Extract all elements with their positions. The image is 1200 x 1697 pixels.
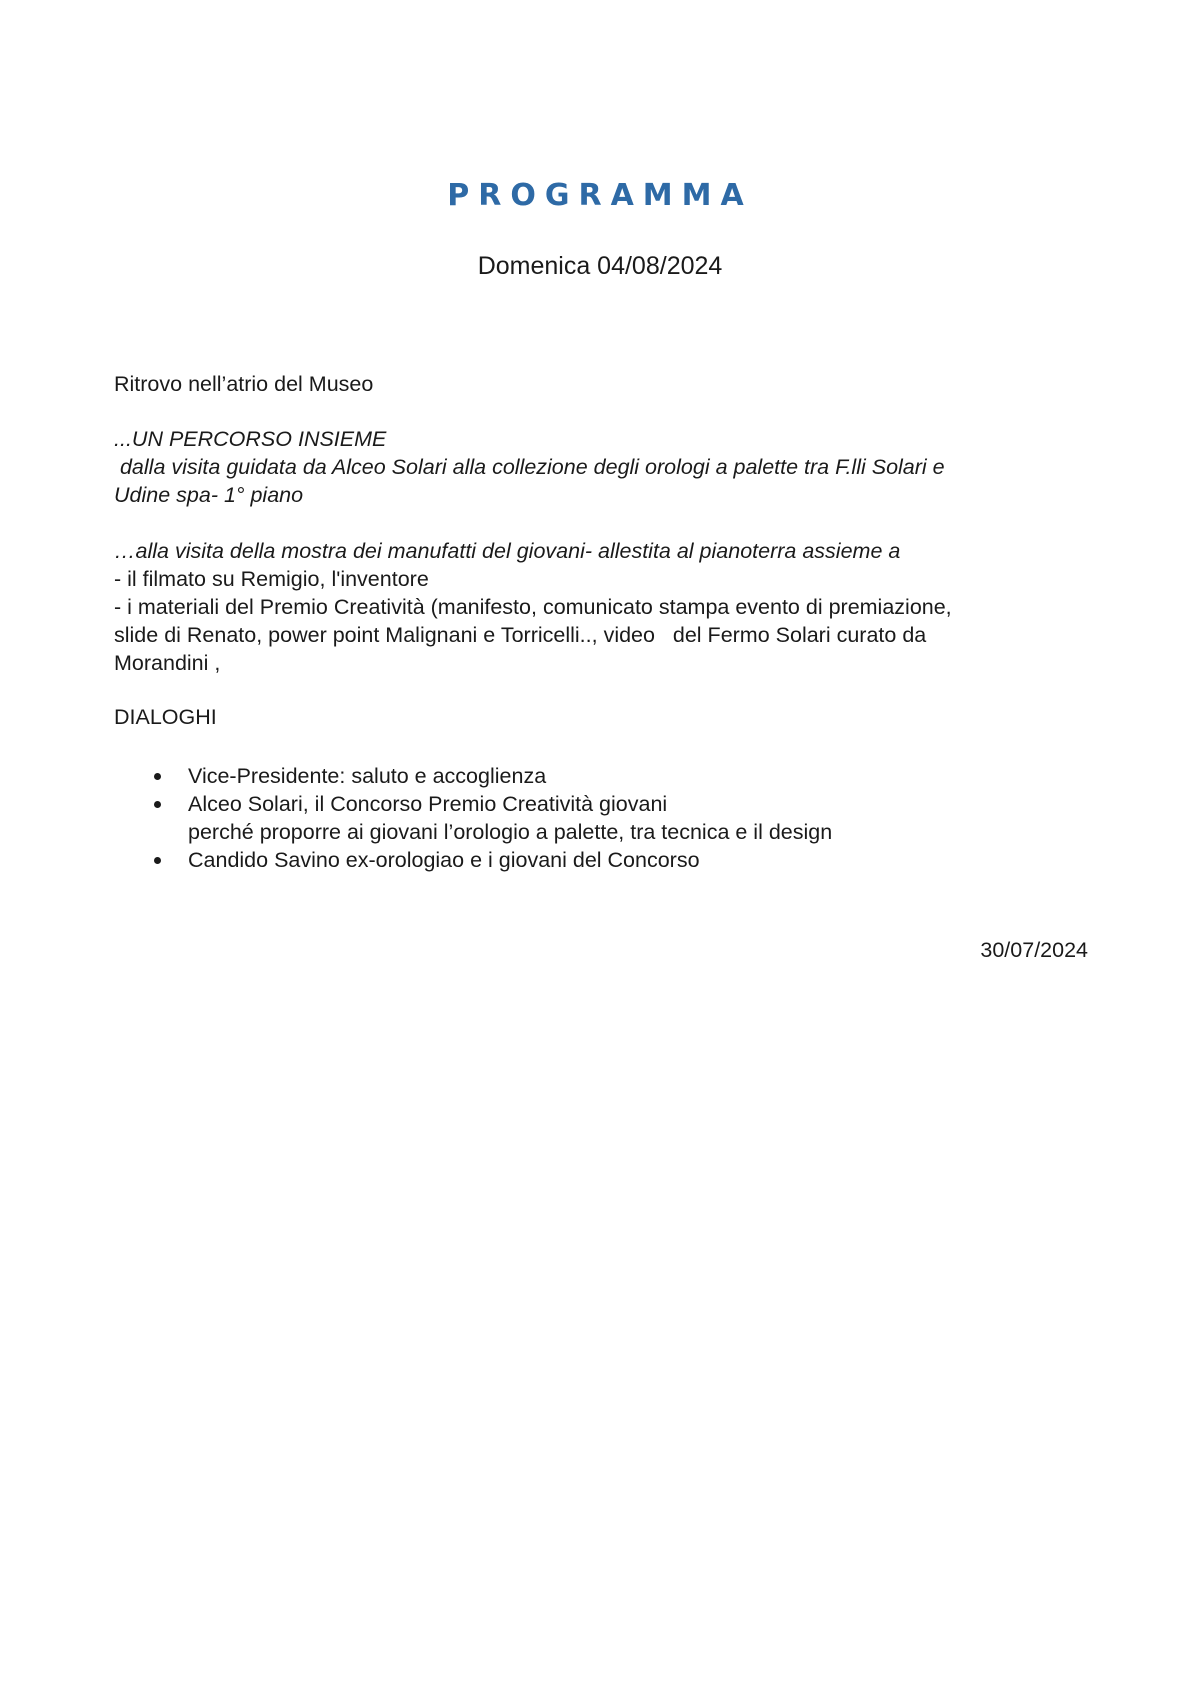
document-date: 30/07/2024 [980,938,1088,962]
section-mostra-lead: …alla visita della mostra dei manufatti del giovani- allestita al pianoterra assieme a [114,539,901,563]
dialoghi-heading: DIALOGHI [114,705,217,729]
list-item-text: Alceo Solari, il Concorso Premio Creatività giovani [188,792,668,816]
section-mostra-line: - i materiali del Premio Creatività (manifesto, comunicato stampa evento di premiazione, [114,595,952,619]
dialoghi-list [146,762,1046,874]
section-mostra [114,537,1074,677]
meeting-point: Ritrovo nell’atrio del Museo [114,372,374,396]
section-percorso [114,425,1074,509]
section-mostra-line: Morandini , [114,651,221,675]
list-item [146,762,1046,790]
list-item-text: perché proporre ai giovani l’orologio a palette, tra tecnica e il design [188,820,833,844]
bullet-icon [154,773,161,780]
section-mostra-line: slide di Renato, power point Malignani e Torricelli.., video del Fermo Solari curato da [114,623,927,647]
section-percorso-line: dalla visita guidata da Alceo Solari alla collezione degli orologi a palette tra F.lli Solari e [114,455,945,479]
section-percorso-line: ...UN PERCORSO INSIEME [114,427,387,451]
section-percorso-line: Udine spa- 1° piano [114,483,304,507]
section-mostra-line: - il filmato su Remigio, l'inventore [114,567,429,591]
list-item [146,846,1046,874]
list-item [146,790,1046,846]
list-item-text: Candido Savino ex-orologiao e i giovani del Concorso [188,848,700,872]
list-item-text: Vice-Presidente: saluto e accoglienza [188,764,547,788]
bullet-icon [154,857,161,864]
bullet-icon [154,801,161,808]
event-date: Domenica 04/08/2024 [477,252,723,280]
page-title: PROGRAMMA [447,178,753,213]
